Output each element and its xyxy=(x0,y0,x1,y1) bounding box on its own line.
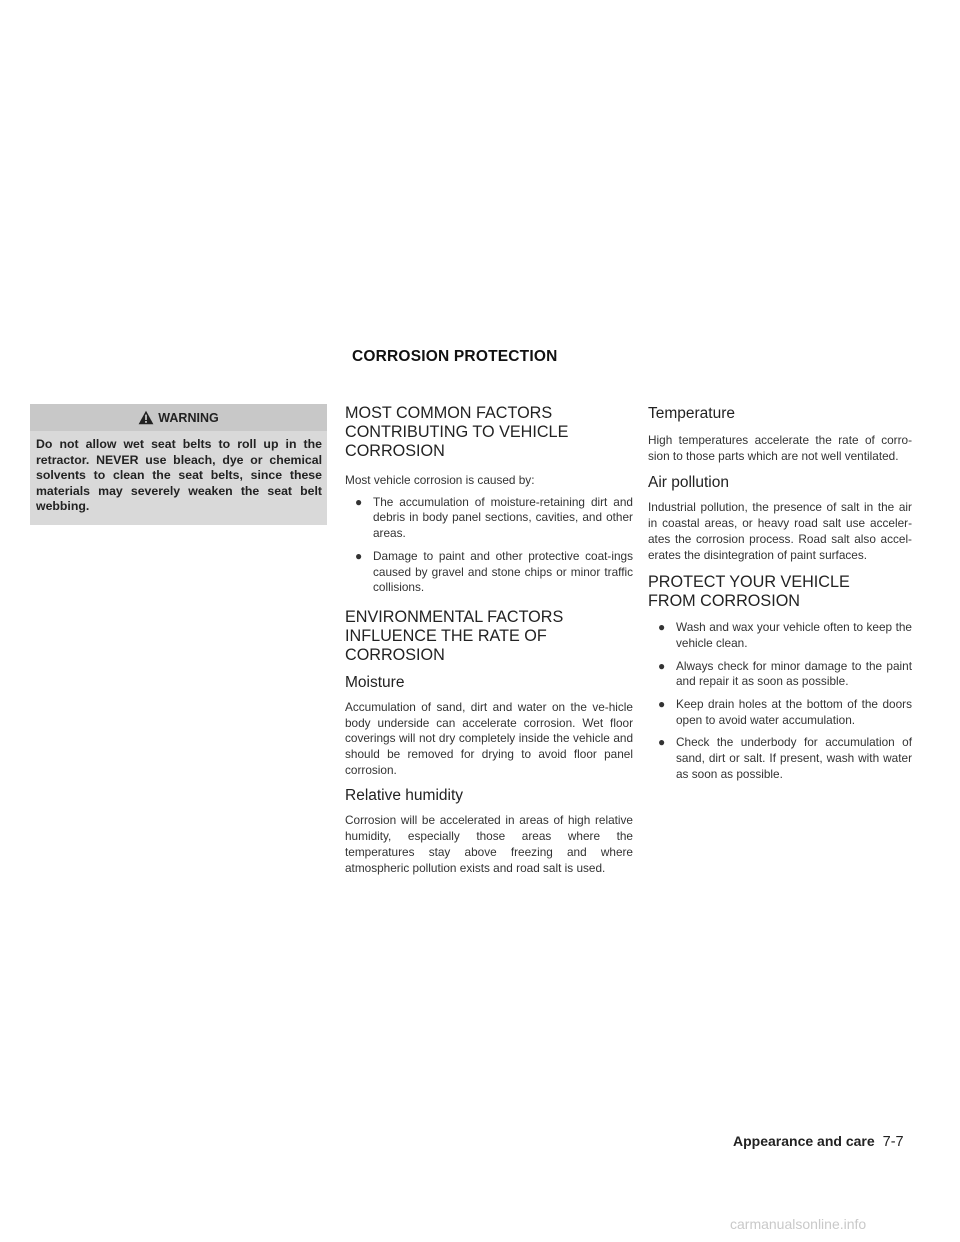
common-factors-list xyxy=(345,495,633,596)
column-middle xyxy=(345,404,633,876)
warning-box xyxy=(30,404,327,525)
list-item: ● Wash and wax your vehicle often to keep the vehicle clean. xyxy=(658,620,912,650)
list-item: ● Keep drain holes at the bottom of the doors open to avoid water accumulation. xyxy=(658,697,912,727)
temperature-text: High temperatures accelerate the rate of corro-sion to those parts which are not well ventilated. xyxy=(648,433,912,463)
bullet-icon: ● xyxy=(658,658,666,673)
list-item: ● Check the underbody for accumulation of sand, dirt or salt. If present, wash with water as soon as possible. xyxy=(658,735,912,781)
heading-moisture: Moisture xyxy=(345,673,405,691)
heading-environmental: ENVIRONMENTAL FACTORS INFLUENCE THE RATE OF CORROSION xyxy=(345,607,564,664)
list-item: ● Damage to paint and other protective coat-ings caused by gravel and stone chips or minor traffic collisions. xyxy=(355,548,633,595)
warning-header xyxy=(30,404,327,431)
heading-protect: PROTECT YOUR VEHICLE FROM CORROSION xyxy=(648,573,850,611)
bullet-icon: ● xyxy=(355,494,363,509)
protect-list xyxy=(648,620,912,782)
column-left xyxy=(30,404,327,525)
humidity-text: Corrosion will be accelerated in areas of high relative humidity, especially those areas where the temperatures stay above freezing and where atmospheric pollution exists and road salt is used. xyxy=(345,813,633,875)
list-item: ● The accumulation of moisture-retaining dirt and debris in body panel sections, cavities, and other areas. xyxy=(355,494,633,541)
footer-section-name: Appearance and care xyxy=(733,1133,875,1149)
column-right xyxy=(648,404,912,790)
bullet-icon: ● xyxy=(658,697,666,712)
common-factors-intro: Most vehicle corrosion is caused by: xyxy=(345,473,535,487)
bullet-icon: ● xyxy=(355,548,363,563)
heading-temperature: Temperature xyxy=(648,405,736,422)
page-number: 7-7 xyxy=(882,1134,904,1150)
warning-label: WARNING xyxy=(158,410,219,425)
heading-air-pollution: Air pollution xyxy=(648,474,729,492)
heading-common-factors: MOST COMMON FACTORS CONTRIBUTING TO VEHICLE CORROSION xyxy=(345,404,569,460)
warning-text: Do not allow wet seat belts to roll up in the retractor. NEVER use bleach, dye or chemical solvents to clean the seat belts, since these materials may severely weaken the seat belt webbing. xyxy=(36,437,322,513)
moisture-text: Accumulation of sand, dirt and water on the ve-hicle body underside can accelerate corrosion. Wet floor coverings will not dry completely inside the vehicle and should be removed for drying to avoid floor panel corrosion. xyxy=(345,699,633,777)
bullet-icon: ● xyxy=(658,620,666,635)
heading-relative-humidity: Relative humidity xyxy=(345,787,464,805)
page-footer xyxy=(733,1133,904,1150)
warning-triangle-icon xyxy=(138,410,154,425)
watermark[interactable]: carmanualsonline.info xyxy=(730,1216,867,1232)
air-pollution-text: Industrial pollution, the presence of salt in the air in coastal areas, or heavy road salt use acceler-ates the corrosion process. Road salt also accel-erates the disintegration of paint surfaces. xyxy=(648,500,912,562)
list-item: ● Always check for minor damage to the paint and repair it as soon as possible. xyxy=(658,658,912,689)
bullet-icon: ● xyxy=(658,735,666,750)
section-title: CORROSION PROTECTION xyxy=(352,348,558,365)
